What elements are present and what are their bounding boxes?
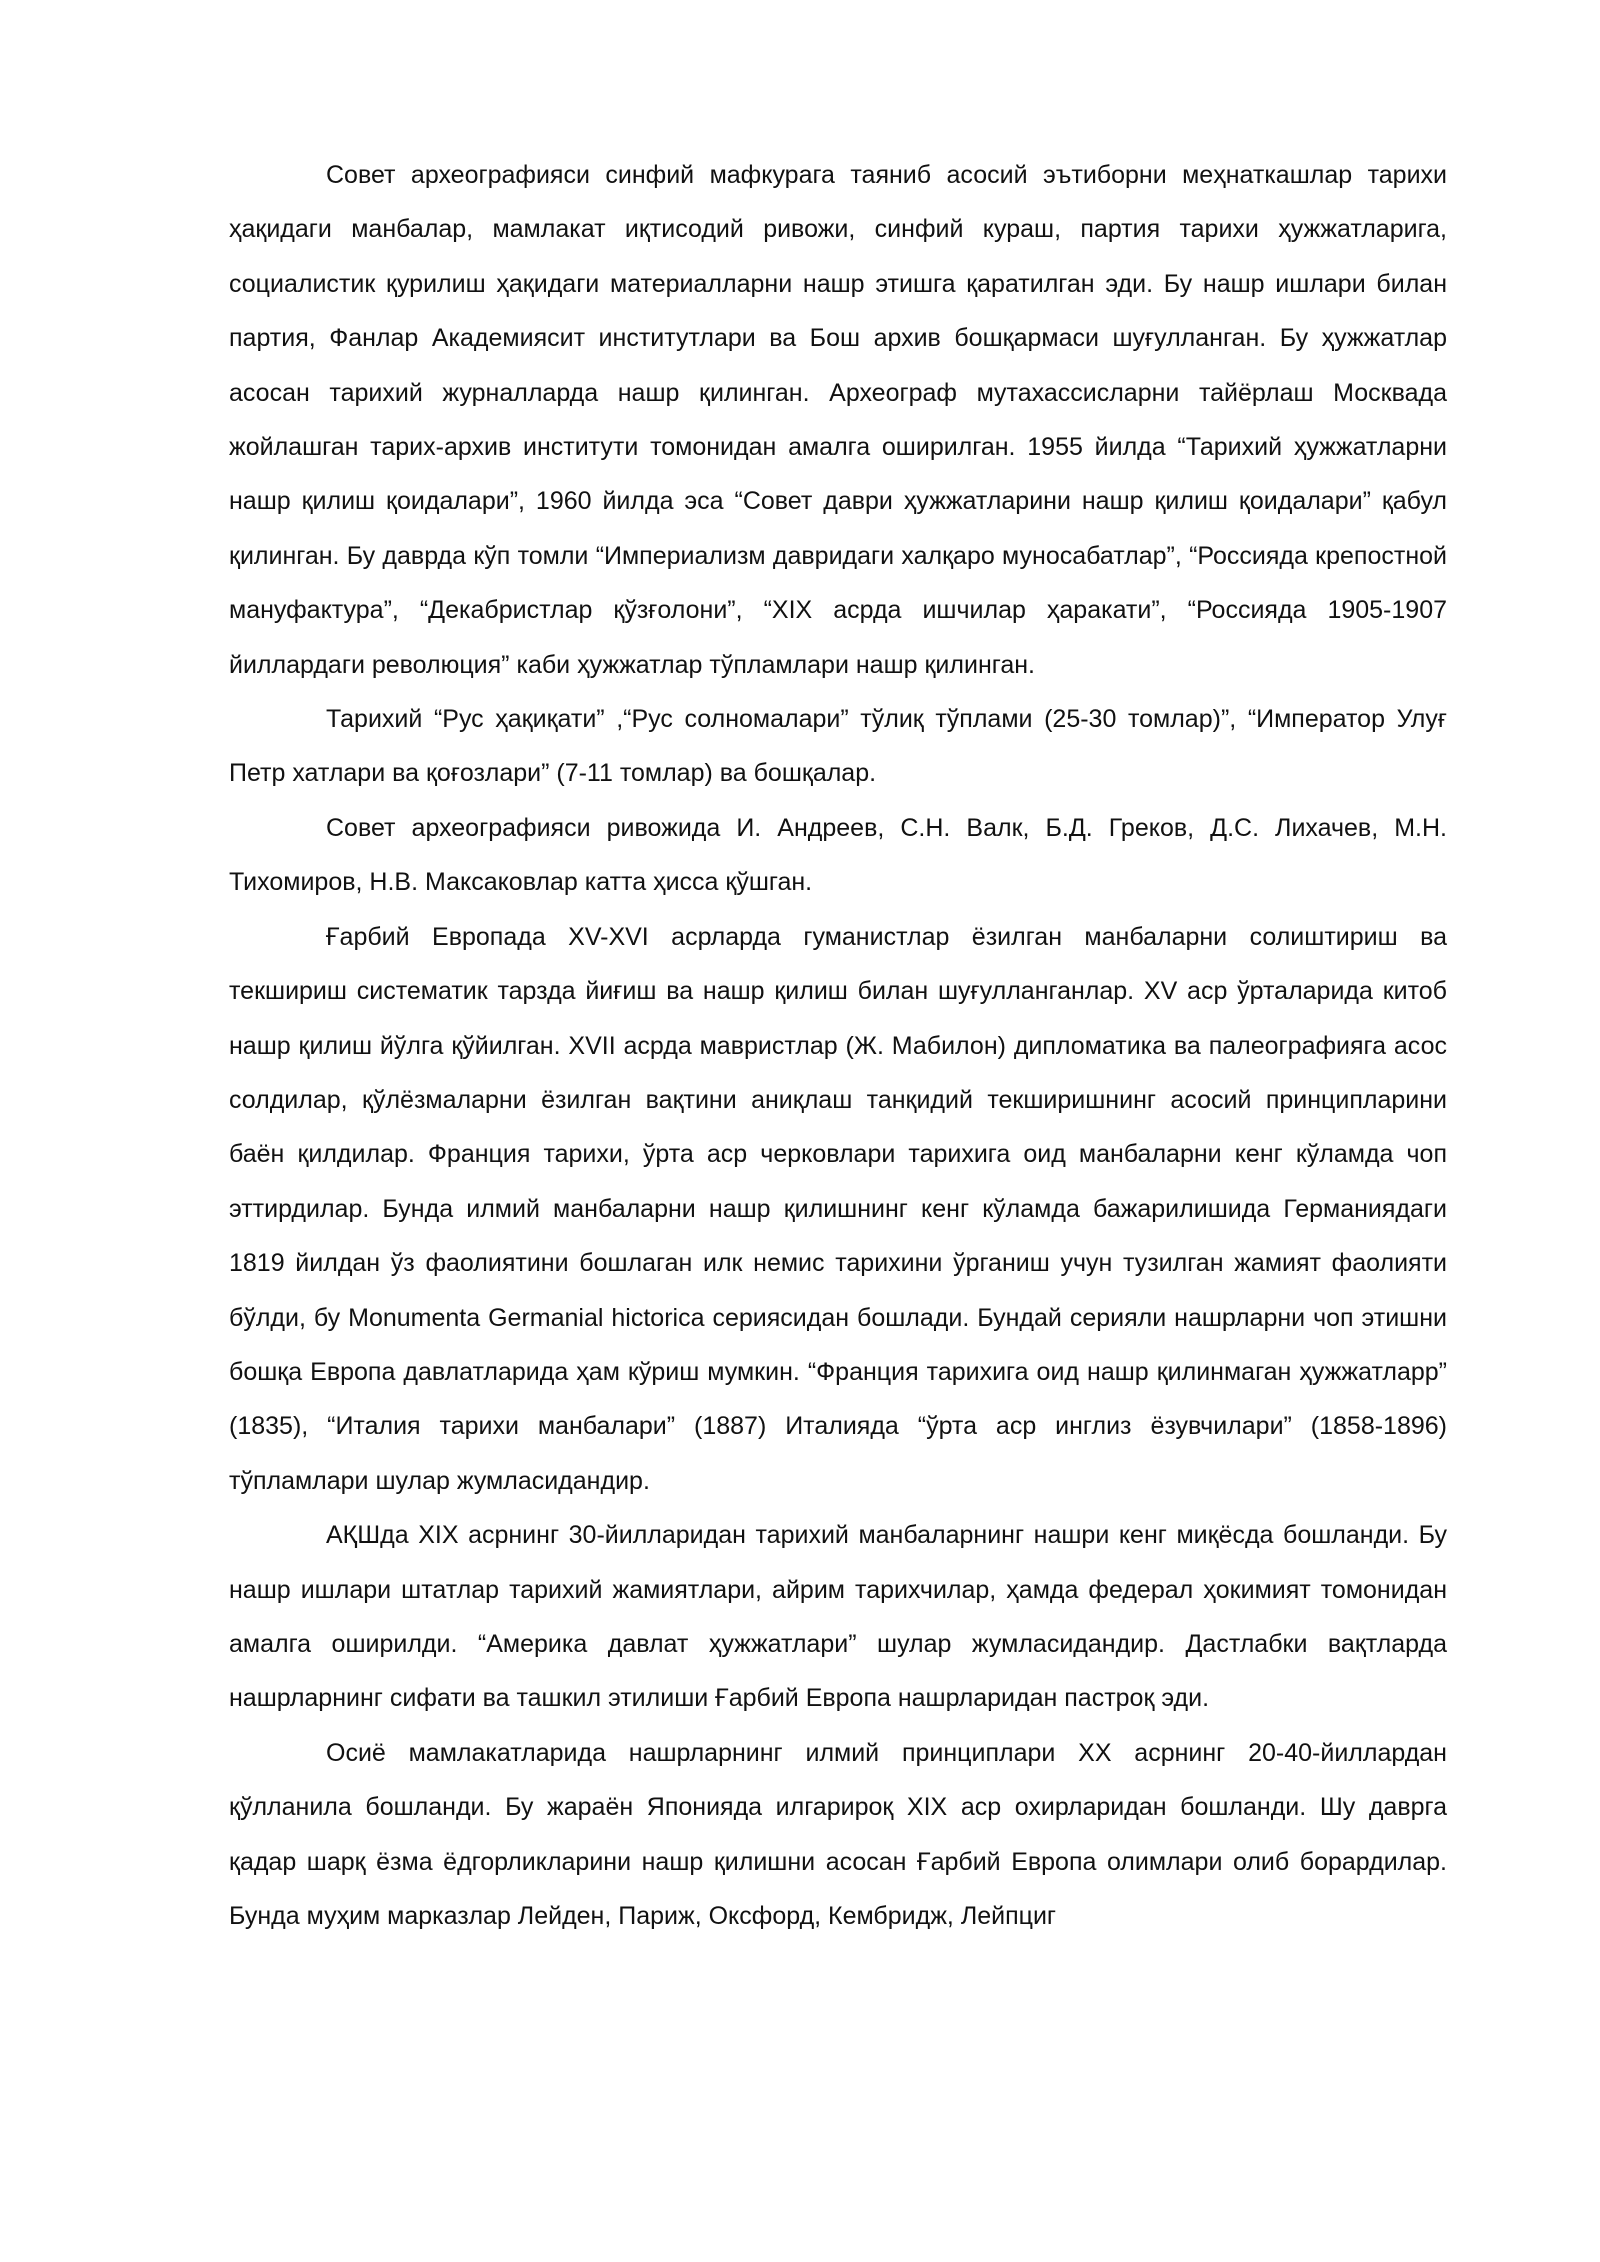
paragraph-soviet-archaeography: Совет археографияси синфий мафкурага таяниб асосий эътиборни меҳнаткашлар тарихи ҳақидаги манбалар, мамлакат иқтисодий ривожи, синфий кураш, партия тарихи ҳужжатларига, социалистик қурилиш ҳақидаги материалларни нашр этишга қаратилган эди. Бу нашр ишлари билан партия, Фанлар Академиясит институтлари ва Бош архив бошқармаси шуғулланган. Бу ҳужжатлар асосан тарихий журналларда нашр қилинган. Археограф мутахассисларни тайёрлаш Москвада жойлашган тарих-архив институти томонидан амалга оширилган. 1955 йилда “Тарихий ҳужжатларни нашр қилиш қоидалари”, 1960 йилда эса “Совет даври ҳужжатларини нашр қилиш қоидалари” қабул қилинган. Бу даврда кўп томли “Империализм давридаги халқаро муносабатлар”, “Россияда крепостной мануфактура”, “Декабристлар қўзғолони”, “XIX асрда ишчилар ҳаракати”, “Россияда 1905-1907 йиллардаги революция” каби ҳужжатлар тўпламлари нашр қилинган. bbox=[229, 161, 1447, 679]
paragraph-contributors: Совет археографияси ривожида И. Андреев, С.Н. Валк, Б.Д. Греков, Д.С. Лихачев, М.Н. Тихомиров, Н.В. Максаковлар катта ҳисса қўшган. bbox=[229, 813, 1447, 897]
paragraph-western-europe: Ғарбий Европада XV-XVI асрларда гуманистлар ёзилган манбаларни солиштириш ва текшириш систематик тарзда йиғиш ва нашр қилиш билан шуғулланганлар. XV аср ўрталарида китоб нашр қилиш йўлга қўйилган. XVII асрда мавристлар (Ж. Мабилон) дипломатика ва палеографияга асос солдилар, қўлёзмаларни ёзилган вақтини аниқлаш танқидий текширишнинг асосий принципларини баён қилдилар. Франция тарихи, ўрта аср черковлари тарихига оид манбаларни кенг кўламда чоп эттирдилар. Бунда илмий манбаларни нашр қилишнинг кенг кўламда бажарилишида Германиядаги 1819 йилдан ўз фаолиятини бошлаган илк немис тарихини ўрганиш учун тузилган жамият фаолияти бўлди, бу Monumenta Germanial hictorica сериясидан бошлади. Бундай серияли нашрларни чоп этишни бошқа Европа давлатларида ҳам кўриш мумкин. “Франция тарихига оид нашр қилинмаган ҳужжатларр” (1835), “Италия тарихи манбалари” (1887) Италияда “ўрта аср инглиз ёзувчилари” (1858-1896) тўпламлари шулар жумласидандир. bbox=[229, 922, 1447, 1495]
paragraph-asia: Осиё мамлакатларида нашрларнинг илмий принциплари XX асрнинг 20-40-йиллардан қўлланила бошланди. Бу жараён Японияда илгарироқ XIX аср охирларидан бошланди. Шу даврга қадар шарқ ёзма ёдгорликларини нашр қилишни асосан Ғарбий Европа олимлари олиб борардилар. Бунда муҳим марказлар Лейден, Париж, Оксфорд, Кембридж, Лейпциг bbox=[229, 1738, 1447, 1930]
document-page bbox=[229, 148, 1447, 1943]
paragraph-historical-collections: Тарихий “Рус ҳақиқати” ,“Рус солномалари” тўлиқ тўплами (25-30 томлар)”, “Император Улуғ Петр хатлари ва қоғозлари” (7-11 томлар) ва бошқалар. bbox=[229, 705, 1447, 788]
paragraph-usa: АҚШда XIX асрнинг 30-йилларидан тарихий манбаларнинг нашри кенг миқёсда бошланди. Бу нашр ишлари штатлар тарихий жамиятлари, айрим тарихчилар, ҳамда федерал ҳокимият томонидан амалга оширилди. “Америка давлат ҳужжатлари” шулар жумласидандир. Дастлабки вақтларда нашрларнинг сифати ва ташкил этилиши Ғарбий Европа нашрларидан пастроқ эди. bbox=[229, 1521, 1447, 1713]
